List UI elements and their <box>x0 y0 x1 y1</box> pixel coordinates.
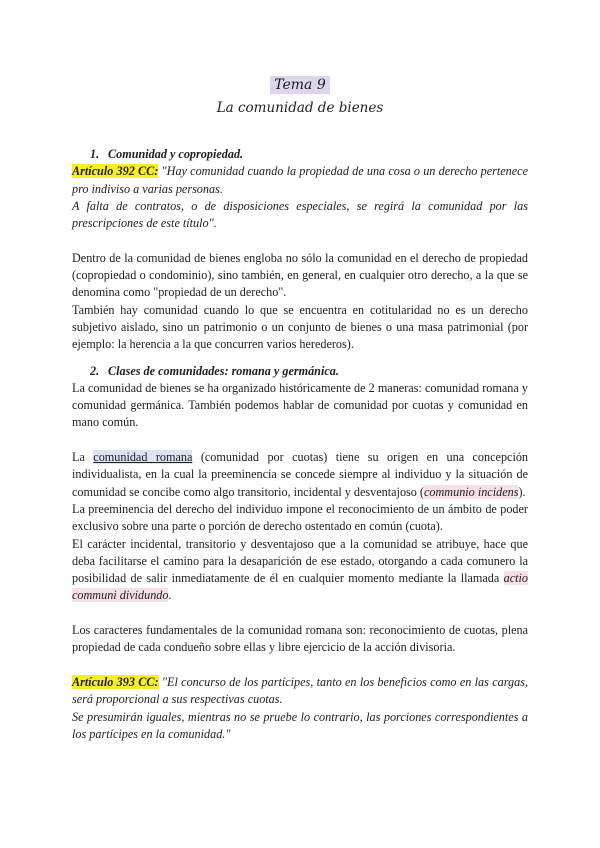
section-2-paragraph-2 <box>72 449 528 501</box>
section-1-heading <box>72 146 528 163</box>
page-subtitle: La comunidad de bienes <box>216 100 384 116</box>
section-2-paragraph-1: La comunidad de bienes se ha organizado históricamente de 2 maneras: comunidad romana y comunidad germánica. También podemos hablar de comunidad por cuotas y comunidad en mano común. <box>72 380 528 430</box>
section-1-paragraph-2: También hay comunidad cuando lo que se encuentra en cotitularidad no es un derecho subjetivo aislado, sino un patrimonio o un conjunto de bienes o una masa patrimonial (por ejemplo: la herencia a la que concurren varios herederos). <box>72 302 528 352</box>
term-actio-communi-dividundo: actio communi dividundo <box>72 571 528 603</box>
article-393-label: Artículo 393 CC: <box>72 674 159 689</box>
section-1-number: 1. <box>90 147 100 161</box>
section-2-heading <box>72 363 528 380</box>
section-1-paragraph-1: Dentro de la comunidad de bienes engloba no sólo la comunidad en el derecho de propiedad (copropiedad o condominio), sino también, en general, en cualquier otro derecho, a la que se denomina como "propiedad de un derecho". <box>72 250 528 300</box>
section-2-paragraph-3: La preeminencia del derecho del individuo impone el reconocimiento de un ámbito de poder exclusivo sobre una parte o porción de derecho ostentado en común (cuota). <box>72 501 528 534</box>
para2-text-a: La <box>72 450 94 465</box>
para2-text-b: (comunidad por cuotas) tiene su origen en una concepción individualista, en la cual la preeminencia se concede siempre al individuo y la situación de comunidad se concibe como algo transitorio, incidental y desventajoso ( <box>72 450 529 499</box>
para4-text-b: . <box>168 588 172 603</box>
title-block <box>0 76 600 117</box>
para2-text-c: ). <box>518 484 526 499</box>
para4-text-a: El carácter incidental, transitorio y desventajoso que a la comunidad se atribuye, hace que deba facilitarse el camino para la desaparición de ese estado, otorgando a cada comunero la posibilidad de salir inmediatamente de él en cualquier momento mediante la llamada <box>72 536 528 586</box>
section-1-heading-text: Comunidad y copropiedad. <box>108 147 244 161</box>
article-392-paragraph <box>72 163 528 198</box>
section-2-heading-text: Clases de comunidades: romana y germánica. <box>108 363 339 378</box>
article-393-paragraph <box>72 674 528 709</box>
section-2-number: 2. <box>90 363 100 378</box>
article-393-quote-2: Se presumirán iguales, mientras no se pruebe lo contrario, las porciones correspondientes a los partícipes en la comunidad." <box>72 709 528 741</box>
page-title: Tema 9 <box>270 76 330 94</box>
term-comunidad-romana: comunidad romana <box>93 450 193 465</box>
article-393-quote-1: "El concurso de los partícipes, tanto en los beneficios como en las cargas, será proporcional a sus respectivas cuotas. <box>72 674 528 707</box>
section-2-paragraph-4 <box>72 536 528 605</box>
article-392-quote-1: "Hay comunidad cuando la propiedad de una cosa o un derecho pertenece pro indiviso a varias personas. <box>72 164 528 196</box>
term-communio-incidens: communio incidens <box>424 484 519 499</box>
document-body <box>72 146 528 743</box>
article-392-quote-2: A falta de contratos, o de disposiciones especiales, se regirá la comunidad por las prescripciones de este título". <box>72 198 528 231</box>
article-392-label: Artículo 392 CC: <box>72 164 159 179</box>
section-2-paragraph-5: Los caracteres fundamentales de la comunidad romana son: reconocimiento de cuotas, plena propiedad de cada condueño sobre ellas y libre ejercicio de la acción divisoria. <box>72 623 528 655</box>
